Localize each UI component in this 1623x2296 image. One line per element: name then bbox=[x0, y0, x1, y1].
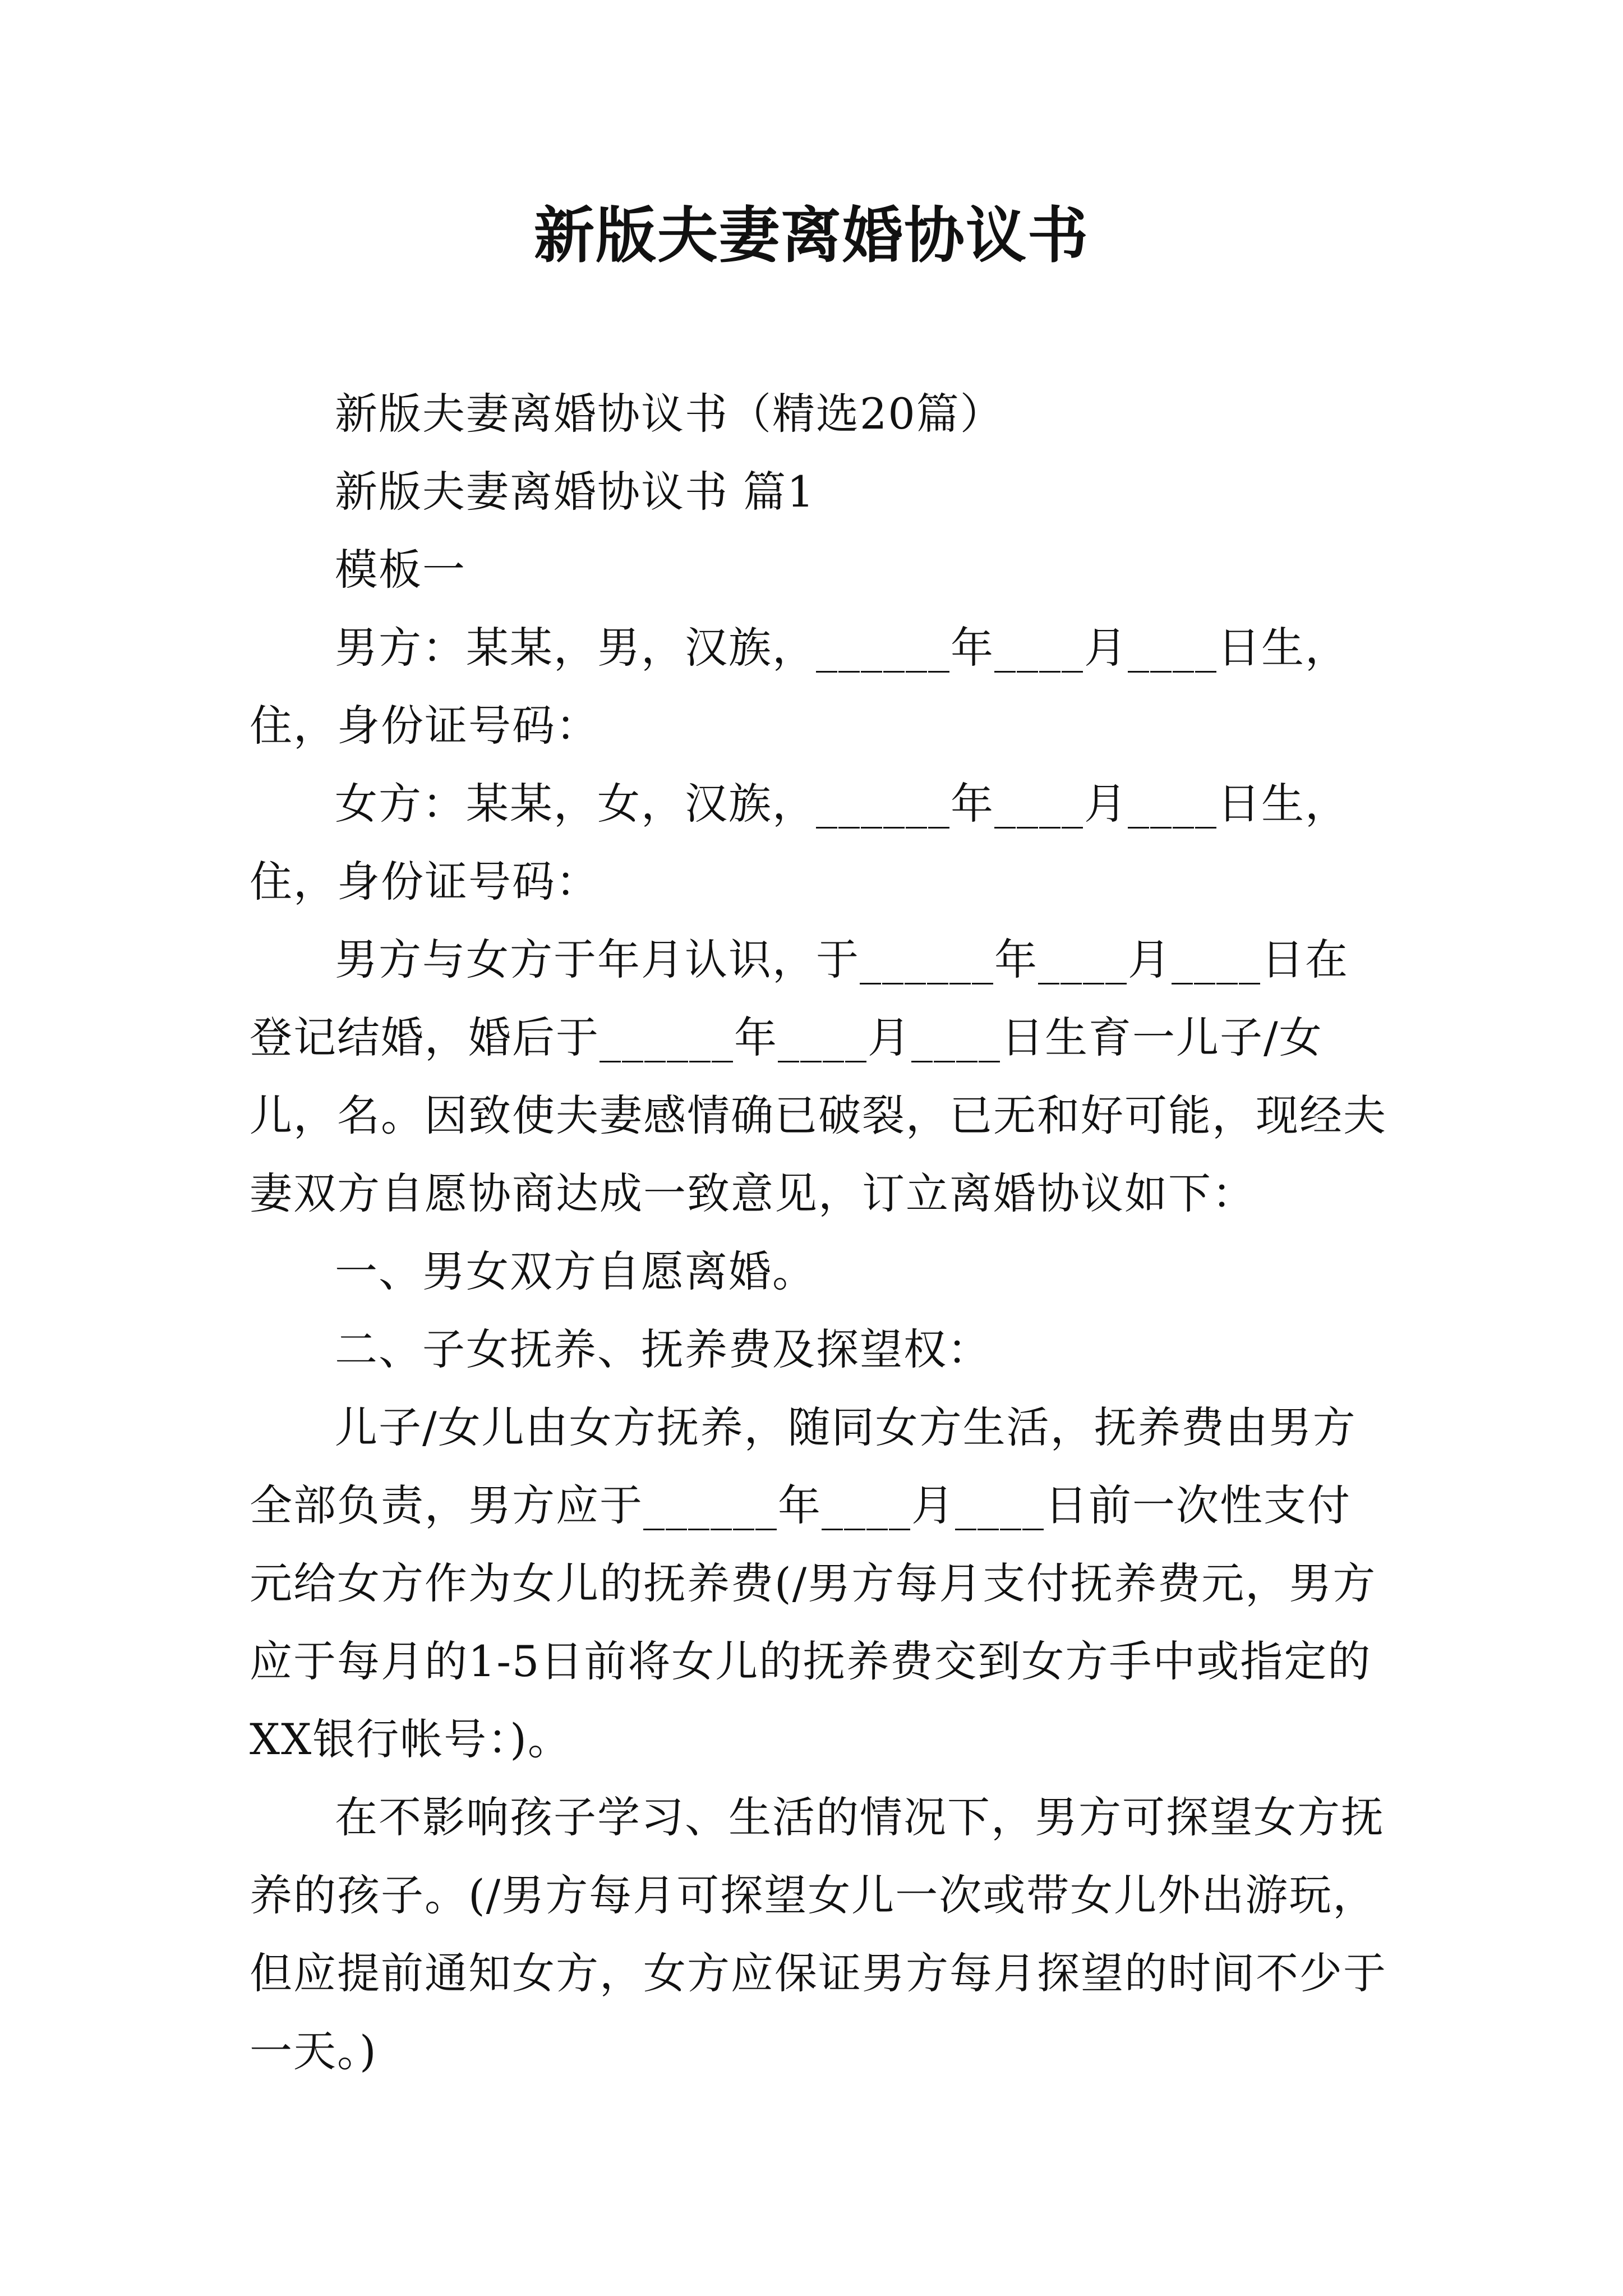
paragraph-clause-2: 二、子女抚养、抚养费及探望权： bbox=[335, 1324, 991, 1374]
paragraph-marriage-background: 男方与女方于年月认识，于______年____月____日在登记结婚，婚后于______年____月____日生育一儿子/女儿，名。因致使夫妻感情确已破裂，已无和好可能，现经夫妻双方自愿协商达成一致意见，订立离婚协议如下： bbox=[250, 935, 1387, 1218]
paragraph-heading: 新版夫妻离婚协议书（精选20篇） bbox=[335, 389, 1004, 439]
document-title: 新版夫妻离婚协议书 bbox=[533, 200, 1089, 271]
paragraph-child-support: 儿子/女儿由女方抚养，随同女方生活，抚养费由男方全部负责，男方应于______年____月____日前一次性支付元给女方作为女儿的抚养费(/男方每月支付抚养费元，男方应于每月的1-5日前将女儿的抚养费交到女方手中或指定的XX银行帐号：)。 bbox=[250, 1402, 1377, 1764]
document-body bbox=[250, 375, 1388, 2090]
paragraph-female-party: 女方：某某，女，汉族，______年____月____日生，住，身份证号码： bbox=[250, 779, 1349, 907]
paragraph-template-label: 模板一 bbox=[335, 545, 466, 595]
paragraph-male-party: 男方：某某，男，汉族，______年____月____日生，住，身份证号码： bbox=[250, 623, 1349, 751]
paragraph-visitation: 在不影响孩子学习、生活的情况下，男方可探望女方抚养的孩子。(/男方每月可探望女儿一次或带女儿外出游玩，但应提前通知女方，女方应保证男方每月探望的时间不少于一天。) bbox=[250, 1792, 1387, 2076]
paragraph-clause-1: 一、男女双方自愿离婚。 bbox=[335, 1246, 816, 1296]
paragraph-section-title: 新版夫妻离婚协议书 篇1 bbox=[335, 467, 815, 517]
